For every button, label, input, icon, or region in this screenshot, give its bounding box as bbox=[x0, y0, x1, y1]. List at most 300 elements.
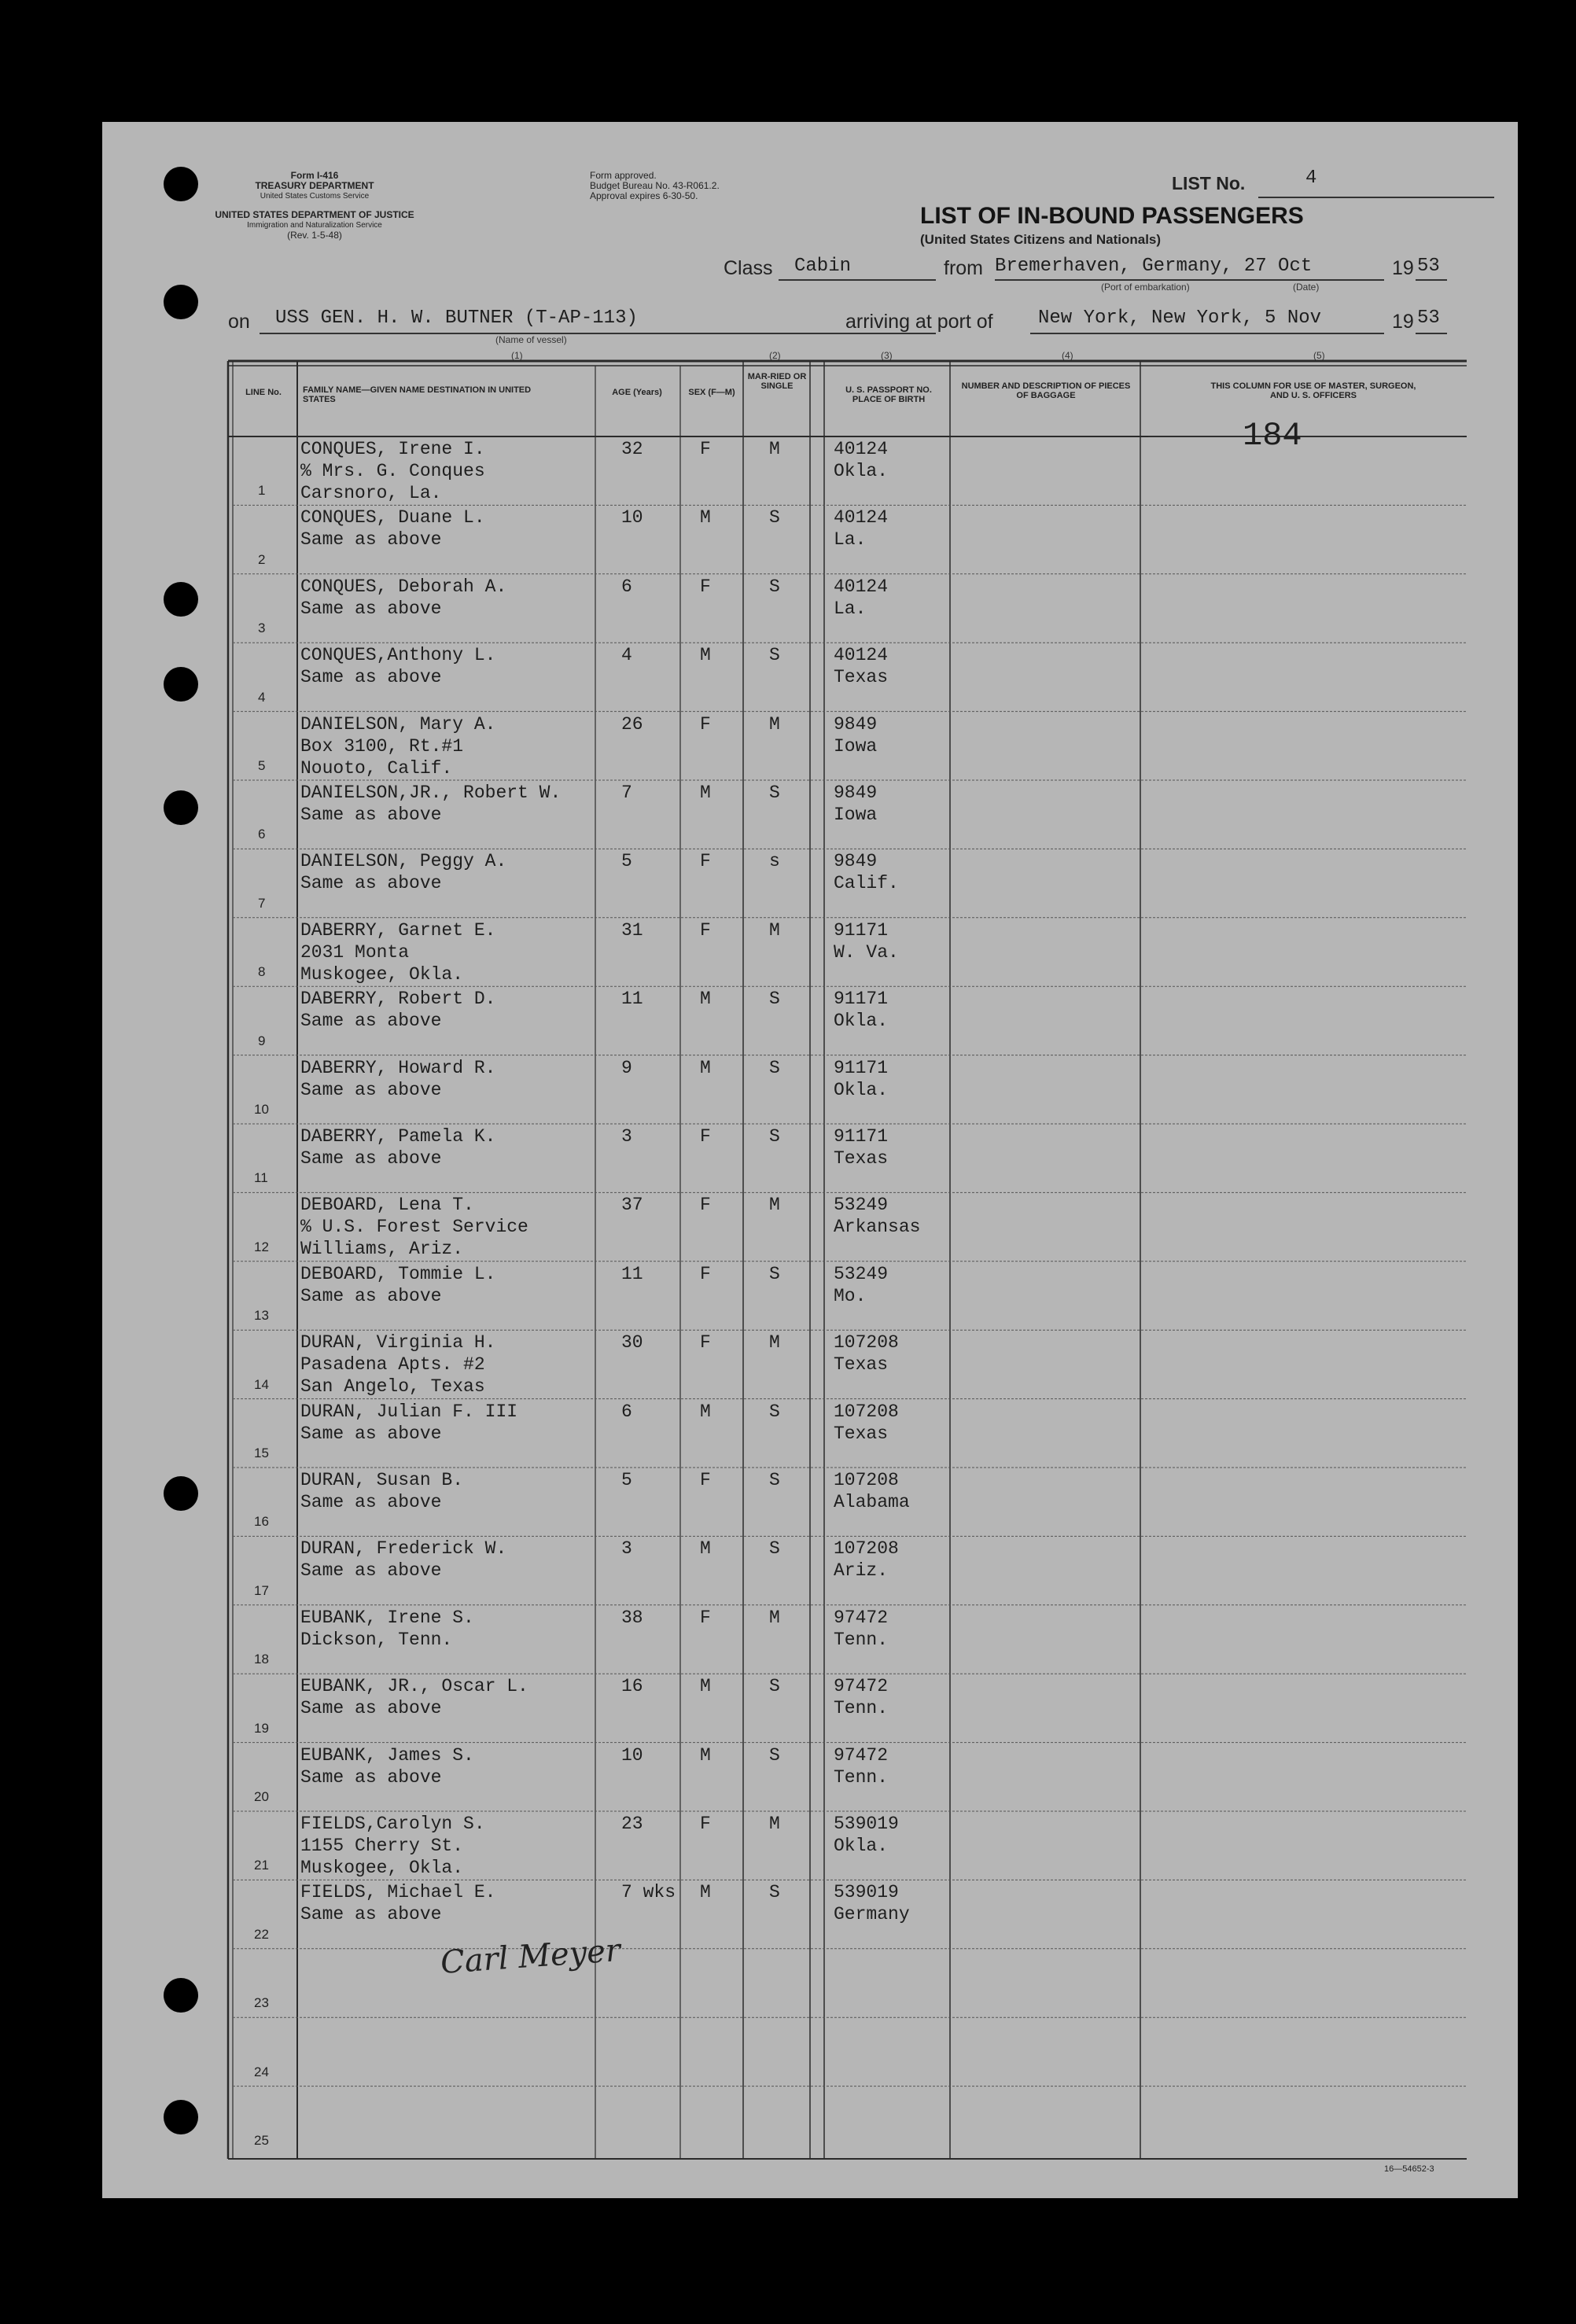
punch-hole bbox=[164, 1978, 198, 2013]
passenger-name-destination bbox=[300, 988, 495, 1032]
passenger-sex: F bbox=[700, 1607, 711, 1628]
passenger-age: 30 bbox=[621, 1332, 643, 1354]
class-label: Class bbox=[724, 257, 773, 279]
passenger-age: 32 bbox=[621, 439, 643, 459]
place-of-birth: Iowa bbox=[834, 735, 878, 757]
marital-status: S bbox=[769, 1882, 780, 1903]
place-of-birth: La. bbox=[834, 598, 867, 619]
table-row bbox=[102, 1055, 1518, 1124]
passenger-name: DABERRY, Robert D. bbox=[300, 989, 496, 1010]
passenger-name: DANIELSON,JR., Robert W. bbox=[300, 783, 562, 803]
line-number: 7 bbox=[258, 895, 266, 911]
passport-number: 40124 bbox=[834, 576, 889, 597]
passenger-sex: M bbox=[700, 1057, 711, 1078]
place-of-birth: Texas bbox=[834, 1148, 889, 1169]
passenger-age: 3 bbox=[621, 1126, 632, 1147]
passenger-name: DEBOARD, Tommie L. bbox=[300, 1263, 496, 1284]
passenger-name: DURAN, Frederick W. bbox=[300, 1538, 507, 1560]
passenger-name-destination bbox=[300, 919, 495, 985]
destination-line: 1155 Cherry St. bbox=[300, 1836, 464, 1856]
passenger-name: FIELDS, Michael E. bbox=[300, 1882, 496, 1903]
passenger-name: EUBANK, Irene S. bbox=[300, 1607, 474, 1628]
passport-number: 91171 bbox=[834, 989, 889, 1010]
passport-number: 40124 bbox=[834, 645, 889, 666]
table-row bbox=[102, 918, 1518, 986]
passenger-name: CONQUES, Irene I. bbox=[300, 439, 485, 459]
place-of-birth: Texas bbox=[834, 667, 889, 688]
line-number: 16 bbox=[254, 1514, 269, 1530]
col-header-passport: U. S. PASSPORT NO. PLACE OF BIRTH bbox=[845, 385, 932, 404]
passenger-age: 23 bbox=[621, 1814, 643, 1834]
ins-service: Immigration and Naturalization Service bbox=[247, 221, 382, 230]
passenger-sex: F bbox=[700, 851, 711, 872]
passenger-name: EUBANK, JR., Oscar L. bbox=[300, 1676, 528, 1697]
table-row bbox=[102, 1399, 1518, 1468]
form-number: Form I-416 bbox=[290, 170, 339, 181]
passenger-sex: M bbox=[700, 1882, 711, 1903]
list-no-value: 4 bbox=[1305, 168, 1317, 189]
destination-line: Nouoto, Calif. bbox=[300, 757, 453, 779]
passenger-name-destination bbox=[300, 713, 495, 779]
revision: (Rev. 1-5-48) bbox=[287, 230, 342, 241]
destination-line: Dickson, Tenn. bbox=[300, 1629, 453, 1650]
punch-hole bbox=[164, 2100, 198, 2134]
passport-number: 9849 bbox=[834, 851, 878, 872]
line-number: 3 bbox=[258, 621, 266, 636]
punch-hole bbox=[164, 667, 198, 702]
place-of-birth: Okla. bbox=[834, 461, 889, 481]
passenger-sex: M bbox=[700, 1676, 711, 1697]
passport-number: 107208 bbox=[834, 1401, 899, 1422]
passport-birthplace bbox=[834, 1331, 899, 1376]
table-row bbox=[102, 1949, 1518, 2017]
destination-line: 2031 Monta bbox=[300, 941, 410, 963]
passport-number: 53249 bbox=[834, 1195, 889, 1216]
table-row bbox=[102, 1468, 1518, 1536]
passenger-age: 38 bbox=[621, 1607, 643, 1628]
passenger-age: 7 bbox=[621, 783, 632, 803]
passenger-name-destination bbox=[300, 1813, 485, 1879]
line-number: 15 bbox=[254, 1445, 269, 1460]
passport-birthplace bbox=[834, 988, 888, 1032]
destination-line: Muskogee, Okla. bbox=[300, 1858, 464, 1878]
passenger-name-destination bbox=[300, 1607, 474, 1651]
table-row bbox=[102, 986, 1518, 1055]
passenger-name-destination bbox=[300, 1675, 528, 1719]
passenger-name-destination bbox=[300, 506, 485, 551]
passport-birthplace bbox=[834, 1401, 899, 1445]
passenger-name-destination bbox=[300, 850, 506, 894]
marital-status: S bbox=[769, 576, 780, 597]
line-number: 1 bbox=[258, 483, 266, 499]
passport-birthplace bbox=[834, 506, 888, 551]
table-row bbox=[102, 780, 1518, 849]
list-no-label: LIST No. bbox=[1172, 173, 1246, 193]
page-title: LIST OF IN-BOUND PASSENGERS bbox=[920, 203, 1304, 229]
passport-number: 97472 bbox=[834, 1744, 889, 1766]
destination-line: Same as above bbox=[300, 805, 442, 825]
line-number: 19 bbox=[254, 1720, 269, 1736]
destination-line: San Angelo, Texas bbox=[300, 1376, 485, 1398]
table-row bbox=[102, 505, 1518, 573]
manifest-page bbox=[102, 122, 1518, 2198]
passport-birthplace bbox=[834, 1125, 888, 1169]
passport-birthplace bbox=[834, 1194, 920, 1238]
passport-number: 91171 bbox=[834, 1126, 889, 1147]
destination-line: Same as above bbox=[300, 1423, 442, 1444]
budget-bureau: Budget Bureau No. 43-R061.2. bbox=[590, 180, 720, 191]
passenger-age: 4 bbox=[621, 645, 632, 666]
passport-number: 107208 bbox=[834, 1538, 899, 1560]
destination-line: % Mrs. G. Conques bbox=[300, 461, 485, 481]
place-of-birth: Iowa bbox=[834, 805, 878, 825]
place-of-birth: Tenn. bbox=[834, 1629, 889, 1650]
passport-number: 97472 bbox=[834, 1676, 889, 1697]
vessel-value: USS GEN. H. W. BUTNER (T-AP-113) bbox=[275, 308, 638, 329]
form-approved: Form approved. bbox=[590, 170, 657, 181]
line-number: 20 bbox=[254, 1788, 269, 1804]
passenger-sex: M bbox=[700, 645, 711, 666]
passenger-age: 5 bbox=[621, 851, 632, 872]
passport-birthplace bbox=[834, 1675, 888, 1719]
line-number: 5 bbox=[258, 757, 266, 773]
col-header-married: MAR-RIED OR SINGLE bbox=[747, 372, 807, 391]
passenger-age: 3 bbox=[621, 1538, 632, 1560]
year1-value: 53 bbox=[1417, 256, 1440, 277]
destination-line: Same as above bbox=[300, 1904, 442, 1925]
table-row bbox=[102, 574, 1518, 643]
place-of-birth: Ariz. bbox=[834, 1560, 889, 1582]
table-row bbox=[102, 1124, 1518, 1192]
col-header-sex: SEX (F—M) bbox=[688, 388, 735, 397]
place-of-birth: Texas bbox=[834, 1423, 889, 1444]
line-number: 11 bbox=[254, 1170, 268, 1186]
treasury-dept: TREASURY DEPARTMENT bbox=[255, 180, 374, 191]
passport-birthplace bbox=[834, 1881, 910, 1925]
marital-status: M bbox=[769, 1814, 780, 1834]
marital-status: M bbox=[769, 713, 780, 735]
marital-status: M bbox=[769, 919, 780, 941]
passenger-name-destination bbox=[300, 782, 561, 826]
passport-number: 9849 bbox=[834, 713, 878, 735]
table-row bbox=[102, 2086, 1518, 2155]
destination-line: Same as above bbox=[300, 529, 442, 551]
passport-number: 107208 bbox=[834, 1470, 899, 1490]
passenger-age: 5 bbox=[621, 1470, 632, 1490]
place-of-birth: Arkansas bbox=[834, 1217, 921, 1238]
destination-line: Same as above bbox=[300, 1079, 442, 1100]
marital-status: S bbox=[769, 507, 780, 529]
passport-birthplace bbox=[834, 1469, 910, 1513]
passenger-sex: F bbox=[700, 1263, 711, 1284]
table-row bbox=[102, 2017, 1518, 2086]
on-label: on bbox=[228, 311, 250, 333]
passenger-age: 11 bbox=[621, 989, 643, 1010]
marital-status: S bbox=[769, 1057, 780, 1078]
place-of-birth: Texas bbox=[834, 1354, 889, 1376]
passenger-name: DURAN, Susan B. bbox=[300, 1470, 464, 1490]
line-number: 23 bbox=[254, 1995, 269, 2011]
marital-status: S bbox=[769, 1401, 780, 1422]
passenger-sex: F bbox=[700, 1332, 711, 1354]
passenger-sex: F bbox=[700, 439, 711, 459]
passenger-sex: F bbox=[700, 576, 711, 597]
passenger-sex: M bbox=[700, 783, 711, 803]
destination-line: Same as above bbox=[300, 1285, 442, 1306]
passport-number: 107208 bbox=[834, 1332, 899, 1354]
marital-status: S bbox=[769, 1744, 780, 1766]
col-ref-3: (3) bbox=[881, 350, 893, 361]
marital-status: S bbox=[769, 783, 780, 803]
col-header-name: FAMILY NAME—GIVEN NAME DESTINATION IN UNITED STATES bbox=[303, 385, 532, 404]
passport-number: 9849 bbox=[834, 783, 878, 803]
passenger-name: DURAN, Julian F. III bbox=[300, 1401, 518, 1422]
passport-birthplace bbox=[834, 1538, 899, 1582]
class-value: Cabin bbox=[794, 256, 852, 277]
destination-line: Pasadena Apts. #2 bbox=[300, 1354, 485, 1376]
destination-line: Box 3100, Rt.#1 bbox=[300, 735, 464, 757]
destination-line: Muskogee, Okla. bbox=[300, 963, 464, 985]
passport-number: 40124 bbox=[834, 439, 889, 459]
place-of-birth: Okla. bbox=[834, 1011, 889, 1032]
passenger-sex: F bbox=[700, 1814, 711, 1834]
destination-line: Same as above bbox=[300, 1698, 442, 1719]
passenger-name: FIELDS,Carolyn S. bbox=[300, 1814, 485, 1834]
passenger-name: CONQUES, Deborah A. bbox=[300, 576, 507, 597]
passenger-sex: M bbox=[700, 989, 711, 1010]
line-number: 6 bbox=[258, 827, 266, 842]
passenger-age: 9 bbox=[621, 1057, 632, 1078]
line-number: 8 bbox=[258, 964, 266, 980]
year2-prefix: 19 bbox=[1392, 311, 1414, 333]
place-of-birth: Alabama bbox=[834, 1492, 910, 1512]
table-row bbox=[102, 1192, 1518, 1261]
passenger-sex: M bbox=[700, 1744, 711, 1766]
punch-hole bbox=[164, 167, 198, 201]
table-row bbox=[102, 1536, 1518, 1604]
passenger-age: 26 bbox=[621, 713, 643, 735]
passenger-name-destination bbox=[300, 1263, 495, 1307]
passport-birthplace bbox=[834, 1057, 888, 1101]
marital-status: M bbox=[769, 1332, 780, 1354]
line-number: 10 bbox=[254, 1101, 269, 1117]
approval-expires: Approval expires 6-30-50. bbox=[590, 190, 698, 201]
passenger-sex: F bbox=[700, 919, 711, 941]
passenger-name: DANIELSON, Peggy A. bbox=[300, 851, 507, 872]
passenger-name-destination bbox=[300, 1881, 495, 1925]
passenger-sex: M bbox=[700, 507, 711, 529]
passenger-age: 10 bbox=[621, 1744, 643, 1766]
destination-line: Same as above bbox=[300, 667, 442, 688]
passport-number: 539019 bbox=[834, 1814, 899, 1834]
from-label: from bbox=[944, 257, 983, 279]
passenger-age: 6 bbox=[621, 1401, 632, 1422]
passenger-name: DANIELSON, Mary A. bbox=[300, 713, 496, 735]
marital-status: M bbox=[769, 1195, 780, 1216]
passenger-name: EUBANK, James S. bbox=[300, 1744, 474, 1766]
table-row bbox=[102, 1261, 1518, 1330]
table-row bbox=[102, 712, 1518, 780]
col-header-age: AGE (Years) bbox=[612, 388, 662, 397]
passenger-name-destination bbox=[300, 576, 506, 620]
passenger-name: DABERRY, Garnet E. bbox=[300, 919, 496, 941]
year2-value: 53 bbox=[1417, 308, 1440, 329]
destination-line: Same as above bbox=[300, 1766, 442, 1788]
passenger-age: 6 bbox=[621, 576, 632, 597]
destination-line: Williams, Ariz. bbox=[300, 1239, 464, 1260]
passport-number: 91171 bbox=[834, 919, 889, 941]
table-row bbox=[102, 1811, 1518, 1880]
passport-birthplace bbox=[834, 850, 899, 894]
passenger-name-destination bbox=[300, 1401, 517, 1445]
place-of-birth: Mo. bbox=[834, 1285, 867, 1306]
passenger-name-destination bbox=[300, 1469, 463, 1513]
passenger-name: CONQUES,Anthony L. bbox=[300, 645, 496, 666]
passport-birthplace bbox=[834, 644, 888, 688]
line-number: 14 bbox=[254, 1376, 269, 1392]
col-ref-4: (4) bbox=[1062, 350, 1073, 361]
passport-number: 539019 bbox=[834, 1882, 899, 1903]
punch-hole bbox=[164, 790, 198, 825]
justice-dept: UNITED STATES DEPARTMENT OF JUSTICE bbox=[215, 209, 414, 220]
passport-birthplace bbox=[834, 1607, 888, 1651]
passenger-age: 11 bbox=[621, 1263, 643, 1284]
place-of-birth: Tenn. bbox=[834, 1766, 889, 1788]
destination-line: Same as above bbox=[300, 598, 442, 619]
line-number: 4 bbox=[258, 689, 266, 705]
line-number: 21 bbox=[254, 1858, 269, 1873]
col-header-officers: THIS COLUMN FOR USE OF MASTER, SURGEON, AND U. S. OFFICERS bbox=[1210, 381, 1416, 400]
place-of-birth: La. bbox=[834, 529, 867, 551]
passenger-age: 31 bbox=[621, 919, 643, 941]
passport-number: 53249 bbox=[834, 1263, 889, 1284]
line-number: 13 bbox=[254, 1308, 269, 1324]
line-number: 18 bbox=[254, 1652, 269, 1667]
officer-signature: Carl Meyer bbox=[439, 1932, 622, 1981]
passport-number: 91171 bbox=[834, 1057, 889, 1078]
destination-line: Same as above bbox=[300, 1148, 442, 1169]
line-number: 17 bbox=[254, 1582, 269, 1598]
table-row bbox=[102, 643, 1518, 711]
table-row bbox=[102, 1330, 1518, 1398]
line-number: 9 bbox=[258, 1033, 266, 1048]
marital-status: S bbox=[769, 1470, 780, 1490]
table-row bbox=[102, 849, 1518, 917]
punch-hole bbox=[164, 582, 198, 617]
place-of-birth: Okla. bbox=[834, 1836, 889, 1856]
passport-number: 97472 bbox=[834, 1607, 889, 1628]
passenger-name: DABERRY, Howard R. bbox=[300, 1057, 496, 1078]
line-number: 24 bbox=[254, 2064, 269, 2079]
arriving-label: arriving at port of bbox=[845, 311, 993, 333]
table-row bbox=[102, 1743, 1518, 1811]
arrival-port-value: New York, New York, 5 Nov bbox=[1038, 308, 1322, 329]
line-number: 22 bbox=[254, 1926, 269, 1942]
marital-status: S bbox=[769, 989, 780, 1010]
vessel-caption: (Name of vessel) bbox=[495, 334, 567, 345]
passenger-sex: M bbox=[700, 1401, 711, 1422]
passenger-name-destination bbox=[300, 1331, 495, 1398]
marital-status: S bbox=[769, 1126, 780, 1147]
passenger-name: DABERRY, Pamela K. bbox=[300, 1126, 496, 1147]
place-of-birth: Okla. bbox=[834, 1079, 889, 1100]
passport-birthplace bbox=[834, 919, 899, 963]
place-of-birth: W. Va. bbox=[834, 941, 899, 963]
destination-line: Same as above bbox=[300, 1492, 442, 1512]
passenger-name-destination bbox=[300, 1057, 495, 1101]
marital-status: S bbox=[769, 1676, 780, 1697]
marital-status: S bbox=[769, 1538, 780, 1560]
col-ref-2: (2) bbox=[769, 350, 781, 361]
year1-prefix: 19 bbox=[1392, 257, 1414, 279]
customs-service: United States Customs Service bbox=[260, 192, 370, 201]
passenger-sex: F bbox=[700, 713, 711, 735]
page-subtitle: (United States Citizens and Nationals) bbox=[920, 232, 1162, 247]
passenger-sex: F bbox=[700, 1126, 711, 1147]
table-row bbox=[102, 436, 1518, 505]
date-caption: (Date) bbox=[1293, 282, 1320, 293]
officer-note: 184 bbox=[1243, 417, 1302, 455]
passenger-sex: M bbox=[700, 1538, 711, 1560]
marital-status: S bbox=[769, 1263, 780, 1284]
passenger-name-destination bbox=[300, 1194, 528, 1260]
punch-hole bbox=[164, 285, 198, 319]
passport-birthplace bbox=[834, 576, 888, 620]
passport-number: 40124 bbox=[834, 507, 889, 529]
form-print-code: 16—54652-3 bbox=[1384, 2164, 1434, 2174]
passenger-name-destination bbox=[300, 438, 485, 504]
marital-status: M bbox=[769, 439, 780, 459]
line-number: 2 bbox=[258, 551, 266, 567]
passport-birthplace bbox=[834, 1263, 888, 1307]
passenger-name: DURAN, Virginia H. bbox=[300, 1332, 496, 1354]
passenger-age: 16 bbox=[621, 1676, 643, 1697]
passenger-name-destination bbox=[300, 644, 495, 688]
passenger-name: CONQUES, Duane L. bbox=[300, 507, 485, 529]
place-of-birth: Tenn. bbox=[834, 1698, 889, 1719]
destination-line: Same as above bbox=[300, 1011, 442, 1032]
place-of-birth: Calif. bbox=[834, 873, 899, 894]
port-caption: (Port of embarkation) bbox=[1101, 282, 1190, 293]
table-row bbox=[102, 1674, 1518, 1742]
table-row bbox=[102, 1880, 1518, 1948]
marital-status: S bbox=[769, 645, 780, 666]
col-header-baggage: NUMBER AND DESCRIPTION OF PIECES OF BAGGAGE bbox=[961, 381, 1131, 400]
passenger-age: 10 bbox=[621, 507, 643, 529]
passport-birthplace bbox=[834, 1813, 899, 1857]
destination-line: Same as above bbox=[300, 1560, 442, 1582]
table-row bbox=[102, 1605, 1518, 1674]
passenger-name-destination bbox=[300, 1125, 495, 1169]
line-number: 25 bbox=[254, 2132, 269, 2148]
place-of-birth: Germany bbox=[834, 1904, 910, 1925]
passport-birthplace bbox=[834, 713, 877, 757]
col-header-line-no: LINE No. bbox=[245, 388, 282, 397]
passenger-age: 7 wks bbox=[621, 1882, 676, 1903]
passport-birthplace bbox=[834, 782, 877, 826]
punch-hole bbox=[164, 1476, 198, 1511]
line-number: 12 bbox=[254, 1239, 269, 1254]
passenger-sex: F bbox=[700, 1195, 711, 1216]
passenger-name: DEBOARD, Lena T. bbox=[300, 1195, 474, 1216]
destination-line: Carsnoro, La. bbox=[300, 483, 442, 503]
passenger-name-destination bbox=[300, 1744, 474, 1788]
marital-status: s bbox=[769, 851, 780, 872]
passport-birthplace bbox=[834, 438, 888, 482]
destination-line: Same as above bbox=[300, 873, 442, 894]
passenger-sex: F bbox=[700, 1470, 711, 1490]
marital-status: M bbox=[769, 1607, 780, 1628]
